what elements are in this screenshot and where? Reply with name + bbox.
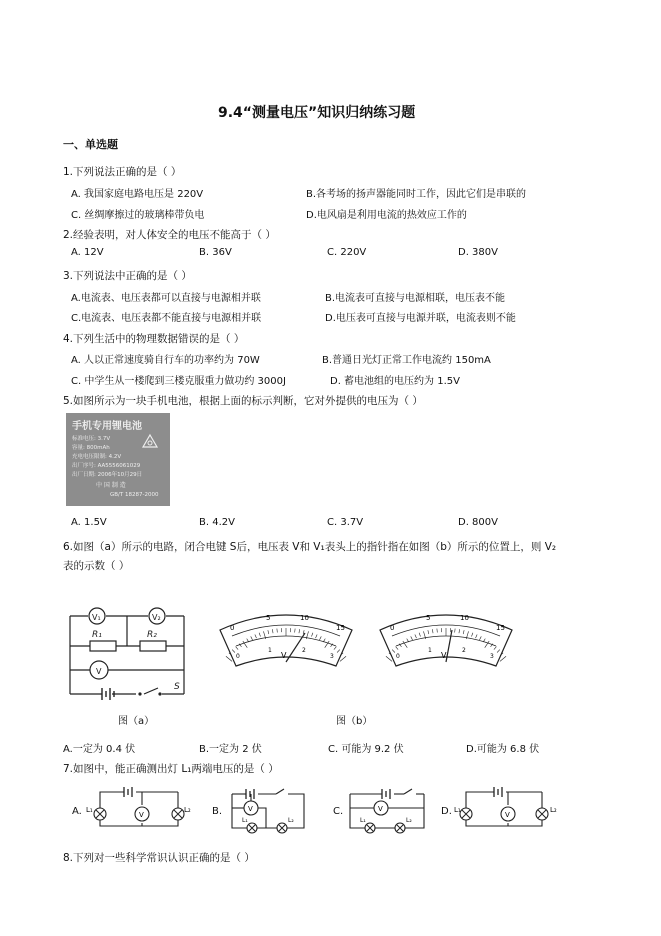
svg-text:V: V	[139, 811, 144, 819]
question-1-stem: 1.下列说法正确的是（ ）	[63, 166, 182, 178]
meter-tick	[500, 656, 506, 661]
figure-6a-caption: 图（a）	[118, 716, 155, 727]
v2-label: V₂	[152, 613, 161, 622]
l1-label: L₁	[360, 817, 366, 824]
tick-label: 1	[268, 647, 272, 654]
tick-label: 10	[300, 614, 309, 622]
question-7-option-b[interactable]: B.	[212, 806, 223, 817]
question-3-stem: 3.下列说法中正确的是（ ）	[63, 270, 192, 282]
svg-text:V: V	[248, 805, 253, 813]
question-4-option-c[interactable]: C. 中学生从一楼爬到三楼克服重力做功约 3000J	[71, 376, 286, 387]
svg-text:V: V	[378, 805, 383, 813]
battery-line: 标准电压: 3.7V	[72, 436, 111, 442]
question-2-option-b[interactable]: B. 36V	[199, 247, 232, 258]
question-6-stem-continued: 表的示数（ ）	[63, 560, 130, 572]
tick-label: 5	[426, 614, 431, 622]
question-6-option-d[interactable]: D.可能为 6.8 伏	[466, 744, 540, 755]
question-7-stem: 7.如图中，能正确测出灯 L₁两端电压的是（ ）	[63, 763, 279, 775]
question-2-option-c[interactable]: C. 220V	[327, 247, 367, 258]
tick-label: 15	[336, 624, 345, 632]
question-4-option-a[interactable]: A. 人以正常速度骑自行车的功率约为 70W	[71, 355, 260, 366]
figure-6b-meter-left	[212, 606, 360, 672]
battery-line: 出厂序号: AA5556061029	[72, 463, 141, 469]
svg-text:V: V	[505, 811, 510, 819]
v1-label: V₁	[92, 613, 101, 622]
question-1-option-b[interactable]: B.各考场的扬声器能同时工作，因此它们是串联的	[306, 189, 527, 200]
tick-label: 0	[396, 653, 400, 660]
battery-line: GB/T 18287-2000	[110, 492, 159, 498]
question-3-option-b[interactable]: B.电流表可直接与电源相联，电压表不能	[325, 293, 506, 304]
r2-label: R₂	[147, 630, 157, 640]
tick-label: 0	[390, 624, 395, 632]
figure-6b-meter-right	[372, 606, 520, 672]
figure-7b-circuit	[226, 784, 310, 834]
battery-title: 手机专用锂电池	[72, 421, 142, 432]
l1-label: L₁	[454, 806, 461, 814]
tick-label: 3	[490, 653, 494, 660]
tick-label: 15	[496, 624, 505, 632]
tick-label: 2	[302, 647, 306, 654]
question-4-stem: 4.下列生活中的物理数据错误的是（ ）	[63, 333, 245, 345]
question-8-stem: 8.下列对一些科学常识认识正确的是（ ）	[63, 852, 255, 864]
question-5-option-c[interactable]: C. 3.7V	[327, 517, 364, 528]
l2-label: L₂	[406, 817, 412, 824]
tick-label: 0	[230, 624, 235, 632]
figure-6b-caption: 图（b）	[336, 716, 373, 727]
figure-7a-circuit	[84, 784, 194, 832]
question-5-option-d[interactable]: D. 800V	[458, 517, 498, 528]
question-2-stem: 2.经验表明，对人体安全的电压不能高于（ ）	[63, 229, 276, 241]
question-3-option-a[interactable]: A.电流表、电压表都可以直接与电源相并联	[71, 293, 261, 304]
tick-label: 10	[460, 614, 469, 622]
l1-label: L₁	[242, 817, 248, 824]
question-1-option-c[interactable]: C. 丝绸摩擦过的玻璃棒带负电	[71, 210, 205, 221]
question-6-option-b[interactable]: B.一定为 2 伏	[199, 744, 262, 755]
question-3-option-c[interactable]: C.电流表、电压表都不能直接与电源相并联	[71, 313, 262, 324]
page-title: 9.4“测量电压”知识归纳练习题	[218, 105, 416, 121]
tick-label: 1	[428, 647, 432, 654]
tick-label: 0	[236, 653, 240, 660]
section-heading: 一、单选题	[63, 138, 118, 151]
meter-tick	[226, 656, 232, 661]
question-1-option-d[interactable]: D.电风扇是利用电流的热效应工作的	[306, 210, 467, 221]
question-5-option-a[interactable]: A. 1.5V	[71, 517, 107, 528]
question-2-option-d[interactable]: D. 380V	[458, 247, 498, 258]
tick-label: 5	[266, 614, 271, 622]
tick-label: 2	[462, 647, 466, 654]
question-5-stem: 5.如图所示为一块手机电池，根据上面的标示判断，它对外提供的电压为（ ）	[63, 395, 423, 407]
l1-label: L₁	[86, 806, 93, 814]
battery-line: 充电电压限制: 4.2V	[72, 454, 122, 460]
meter-unit: V	[441, 651, 447, 660]
battery-line: 出厂日期: 2006年10月29日	[72, 472, 143, 478]
recycle-icon	[140, 433, 160, 451]
v-label: V	[96, 667, 102, 676]
figure-6a-circuit	[62, 598, 192, 702]
r1-label: R₁	[92, 630, 102, 640]
question-4-option-d[interactable]: D. 蓄电池组的电压约为 1.5V	[330, 376, 460, 387]
question-3-option-d[interactable]: D.电压表可直接与电源并联，电流表则不能	[325, 313, 516, 324]
tick-label: 3	[330, 653, 334, 660]
battery-line: 中 国 制 造	[96, 482, 126, 489]
l2-label: L₂	[288, 817, 294, 824]
l2-label: L₂	[184, 806, 191, 814]
battery-line: 容量: 800mAh	[72, 445, 110, 451]
figure-7c-circuit	[344, 784, 430, 836]
question-6-option-c[interactable]: C. 可能为 9.2 伏	[328, 744, 404, 755]
question-7-option-d[interactable]: D.	[441, 806, 452, 817]
figure-7d-circuit	[454, 784, 564, 832]
question-2-option-a[interactable]: A. 12V	[71, 247, 104, 258]
phone-battery-image	[66, 413, 170, 506]
question-6-stem: 6.如图（a）所示的电路，闭合电键 S后，电压表 V和 V₁表头上的指针指在如图（b）所示的位置上，则 V₂	[63, 541, 557, 553]
meter-tick	[340, 656, 346, 661]
l2-label: L₂	[550, 806, 557, 814]
meter-tick	[386, 656, 392, 661]
question-6-option-a[interactable]: A.一定为 0.4 伏	[63, 744, 136, 755]
meter-unit: V	[281, 651, 287, 660]
question-7-option-c[interactable]: C.	[333, 806, 344, 817]
question-1-option-a[interactable]: A. 我国家庭电路电压是 220V	[71, 189, 204, 200]
switch-label: S	[174, 682, 180, 692]
question-7-option-a[interactable]: A.	[72, 806, 82, 817]
question-5-option-b[interactable]: B. 4.2V	[199, 517, 235, 528]
question-4-option-b[interactable]: B.普通日光灯正常工作电流约 150mA	[322, 355, 491, 366]
